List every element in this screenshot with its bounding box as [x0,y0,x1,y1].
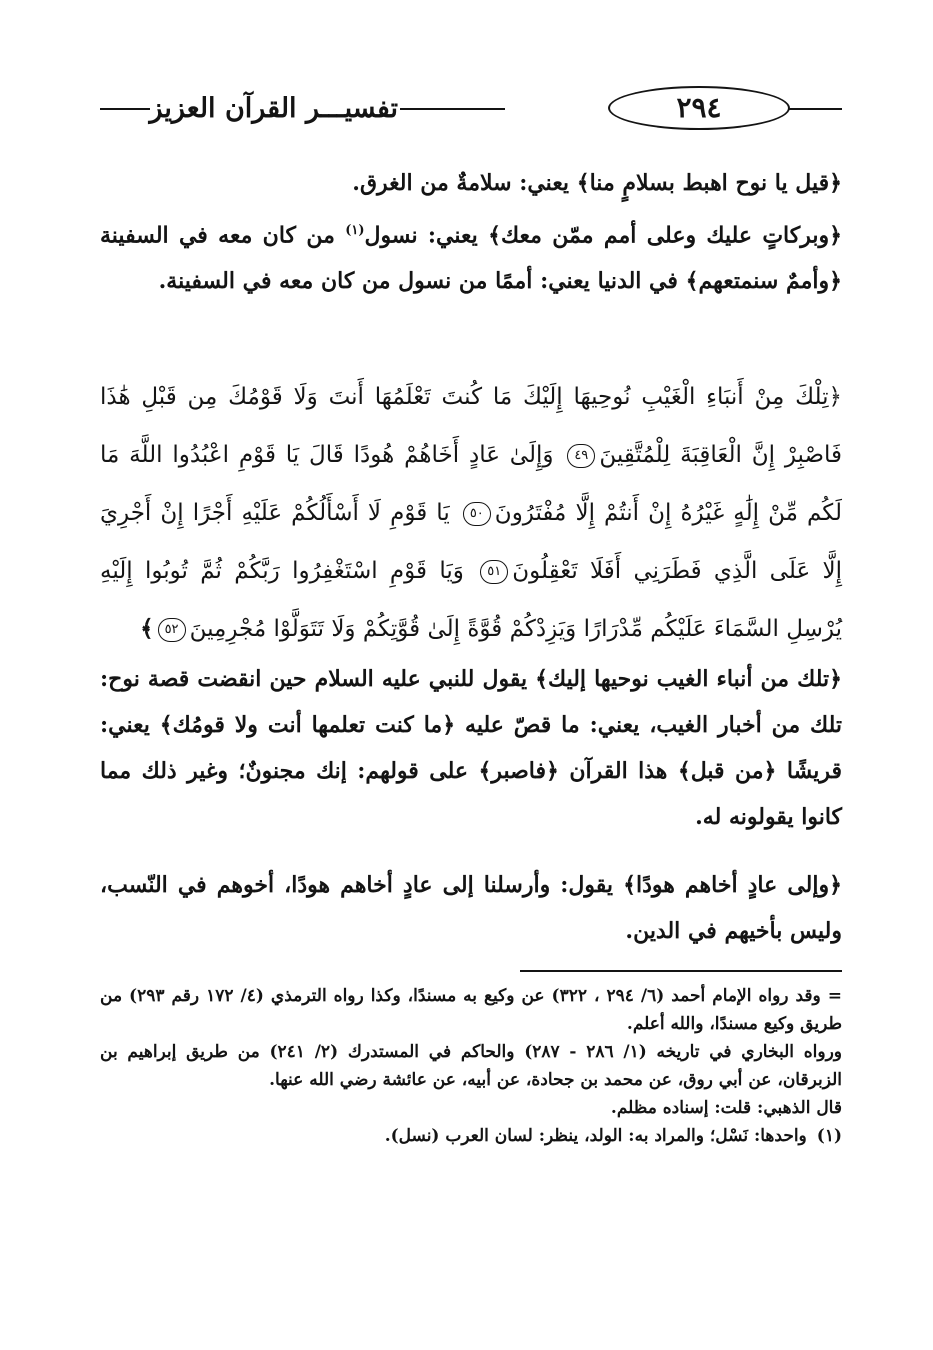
verse-text-49: ﴿تِلْكَ مِنْ أَنبَاءِ الْغَيْبِ نُوحِيهَا إِلَيْكَ مَا كُنتَ تَعْلَمُهَا أَنتَ وَلَا قَوْمُكَ مِن قَبْلِ هَٰذَا فَاصْبِرْ إِنَّ الْعَاقِبَةَ لِلْمُتَّقِينَ [100,384,842,468]
verse-text-51: يَا قَوْمِ لَا أَسْأَلُكُمْ عَلَيْهِ أَجْرًا إِنْ أَجْرِيَ إِلَّا عَلَى الَّذِي فَطَرَنِي أَفَلَا تَعْقِلُونَ [100,500,843,584]
verse-number-50: ٥٠ [463,502,491,526]
quran-verses [100,368,842,658]
footnote-hadith-sources: ورواه البخاري في تاريخه (١/ ٢٨٦ - ٢٨٧) والحاكم في المستدرك (٢/ ٢٤١) من طريق إبراهيم بن الزبرقان، عن أبي روق، عن محمد بن جحادة، عن أبيه، عن عائشة رضي الله عنها. [100,1042,842,1090]
header-rule-middle [400,108,505,110]
footnotes [100,982,842,1150]
footnote-1-number: (١) [816,1126,842,1146]
paragraph-2-text-b: من كان معه في السفينة ﴿وأممٌ سنمتعهم﴾ في الدنيا يعني: أممًا من نسول من كان معه في السفينة. [100,222,842,295]
verse-text-50: وَإِلَىٰ عَادٍ أَخَاهُمْ هُودًا قَالَ يَا قَوْمِ اعْبُدُوا اللَّهَ مَا لَكُم مِّنْ إِلَٰهٍ غَيْرُهُ إِنْ أَنتُمْ إِلَّا مُفْتَرُونَ [100,442,842,526]
footnote-reference: (١) [345,223,365,238]
page-number: ٢٩٤ [608,86,790,130]
verse-number-49: ٤٩ [567,444,595,468]
footnote-dhahabi-note: قال الذهبي: قلت: إسناده مظلم. [610,1098,842,1118]
verse-number-51: ٥١ [480,560,508,584]
paragraph-2-text-a: ﴿وبركاتٍ عليك وعلى أمم ممّن معك﴾ يعني: نسول [364,222,842,249]
verse-text-52: وَيَا قَوْمِ اسْتَغْفِرُوا رَبَّكُمْ ثُمَّ تُوبُوا إِلَيْهِ يُرْسِلِ السَّمَاءَ عَلَيْكُم مِّدْرَارًا وَيَزِدْكُمْ قُوَّةً إِلَىٰ قُوَّتِكُمْ وَلَا تَتَوَلَّوْا مُجْرِمِينَ [100,558,842,642]
footnote-continuation: = وقد رواه الإمام أحمد (٦/ ٢٩٤ ، ٣٢٢) عن وكيع به مسندًا، وكذا رواه الترمذي (٤/ ١٧٢ رقم ٢٩٣) من طريق وكيع مسندًا، والله أعلم. [100,986,842,1034]
footnote-1-text: واحدها: نَسْل؛ والمراد به: الولد، ينظر: لسان العرب (نسل). [384,1126,807,1146]
header-rule-left [100,108,150,110]
verse-closing-bracket: ﴾ [140,615,154,642]
verse-number-52: ٥٢ [158,618,186,642]
commentary-paragraph-1: ﴿قيل يا نوح اهبط بسلامٍ منا﴾ يعني: سلامةٌ من الغرق. [352,170,842,196]
footnote-separator [520,970,842,972]
page-header [100,84,842,134]
header-rule-right [788,108,842,110]
commentary-paragraph-2 [100,208,842,304]
commentary-paragraph-3: ﴿تلك من أنباء الغيب نوحيها إليك﴾ يقول للنبي عليه السلام حين انقضت قصة نوح: تلك من أخبار الغيب، يعني: ما قصّ عليه ﴿ما كنت تعلمها أنت ولا قومُك﴾ يعني: قريشًا ﴿من قبل﴾ هذا القرآن ﴿فاصبر﴾ على قولهم: إنك مجنونٌ؛ وغير ذلك مما كانوا يقولونه له. [100,666,842,830]
commentary-paragraph-4: ﴿وإلى عادٍ أخاهم هودًا﴾ يقول: وأرسلنا إلى عادٍ أخاهم هودًا، أخوهم في النّسب، وليس بأخيهم في الدين. [100,872,842,944]
book-title: تفسيـــر القرآن العزيز [149,93,398,124]
footnote-1 [100,1122,842,1150]
